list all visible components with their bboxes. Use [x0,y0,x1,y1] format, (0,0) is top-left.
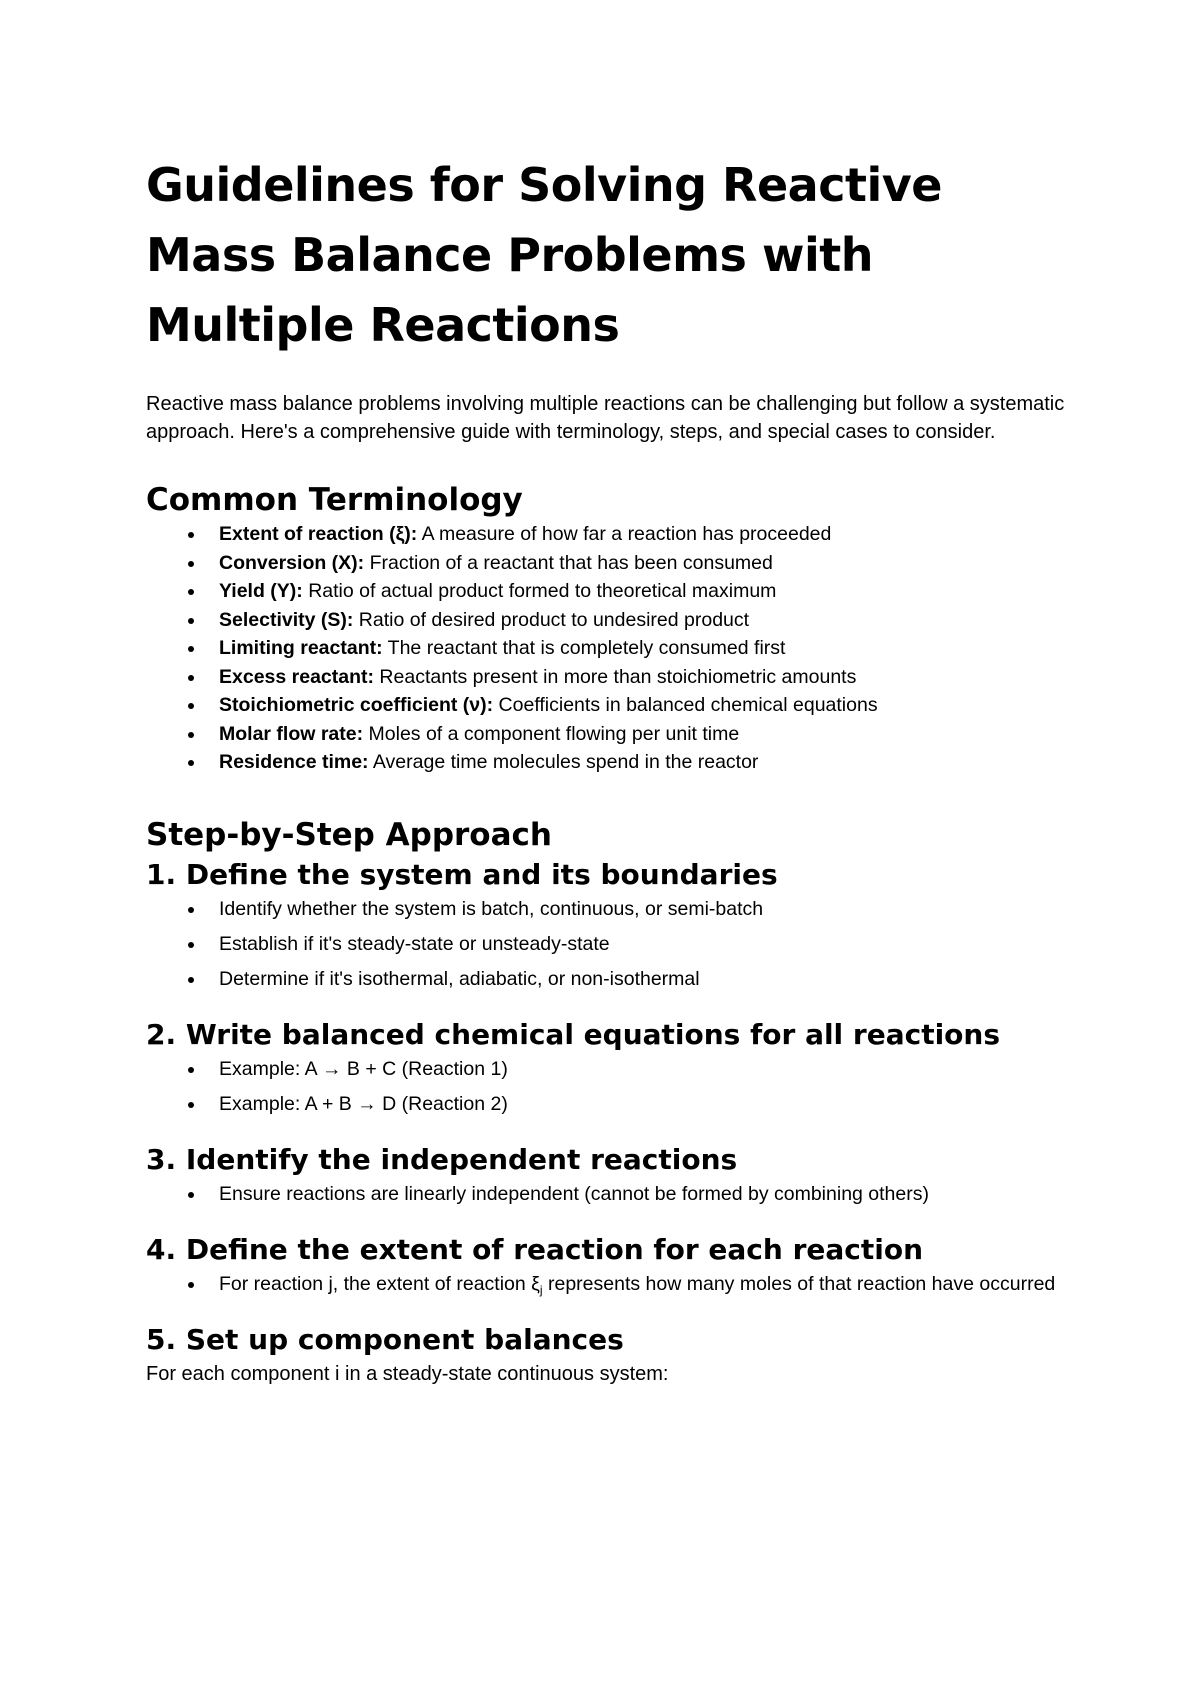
list-item: Example: A + B → D (Reaction 2) [146,1090,1086,1118]
list-item-text: For reaction j, the extent of reaction ξ [219,1272,540,1295]
intro-paragraph: Reactive mass balance problems involving multiple reactions can be challenging but follow a systematic approach. Here's a comprehensive guide with terminology, steps, and special cases to consider. [146,393,1065,443]
list-item [146,549,1086,578]
term-label: Molar flow rate: [219,722,364,745]
step-5-heading: 5. Set up component balances [146,1322,624,1356]
step-4-list [146,1270,1086,1298]
term-label: Conversion (X): [219,551,365,574]
step-5-text: For each component i in a steady-state continuous system: [146,1362,669,1385]
list-item: Determine if it's isothermal, adiabatic, or non-isothermal [146,965,1086,993]
step-2-list [146,1055,1086,1118]
approach-heading: Step-by-Step Approach [146,816,552,853]
list-item: Establish if it's steady-state or unsteady-state [146,930,1086,958]
list-item [146,520,1086,549]
term-description: Moles of a component flowing per unit time [363,722,740,745]
step-1-heading: 1. Define the system and its boundaries [146,857,778,891]
list-item: Example: A → B + C (Reaction 1) [146,1055,1086,1083]
list-item [146,691,1086,720]
list-item [146,748,1086,777]
term-description: Ratio of actual product formed to theoretical maximum [302,580,777,602]
terminology-list [146,520,1086,777]
step-2-heading: 2. Write balanced chemical equations for all reactions [146,1017,1001,1051]
term-label: Limiting reactant: [219,637,383,659]
term-description: Ratio of desired product to undesired product [353,608,750,631]
term-description: Average time molecules spend in the reactor [368,751,759,773]
term-label: Extent of reaction (ξ): [219,523,418,545]
document-page [146,150,1086,1388]
term-description: The reactant that is completely consumed first [382,637,786,659]
term-label: Excess reactant: [219,665,375,688]
step-3-list [146,1180,1086,1208]
list-item [146,720,1086,749]
term-description: Reactants present in more than stoichiometric amounts [374,665,857,688]
list-item [146,606,1086,635]
term-label: Yield (Y): [219,580,303,602]
list-item [146,1270,1086,1298]
term-description: A measure of how far a reaction has proceeded [417,523,832,545]
step-3-heading: 3. Identify the independent reactions [146,1142,738,1176]
list-item [146,634,1086,663]
term-description: Coefficients in balanced chemical equations [493,694,878,716]
terminology-heading: Common Terminology [146,482,523,518]
term-label: Stoichiometric coefficient (ν): [219,694,494,716]
document-title: Guidelines for Solving Reactive Mass Balance Problems with Multiple Reactions [146,158,942,352]
step-1-list [146,895,1086,993]
term-description: Fraction of a reactant that has been consumed [364,551,773,574]
list-item-text-continued: represents how many moles of that reaction have occurred [542,1272,1056,1295]
term-label: Selectivity (S): [219,608,354,631]
list-item [146,663,1086,692]
term-label: Residence time: [219,751,369,773]
step-4-heading: 4. Define the extent of reaction for each reaction [146,1232,924,1266]
list-item [146,577,1086,606]
list-item: Ensure reactions are linearly independent (cannot be formed by combining others) [146,1180,1086,1208]
list-item: Identify whether the system is batch, continuous, or semi-batch [146,895,1086,923]
subscript-j: j [539,1282,543,1297]
